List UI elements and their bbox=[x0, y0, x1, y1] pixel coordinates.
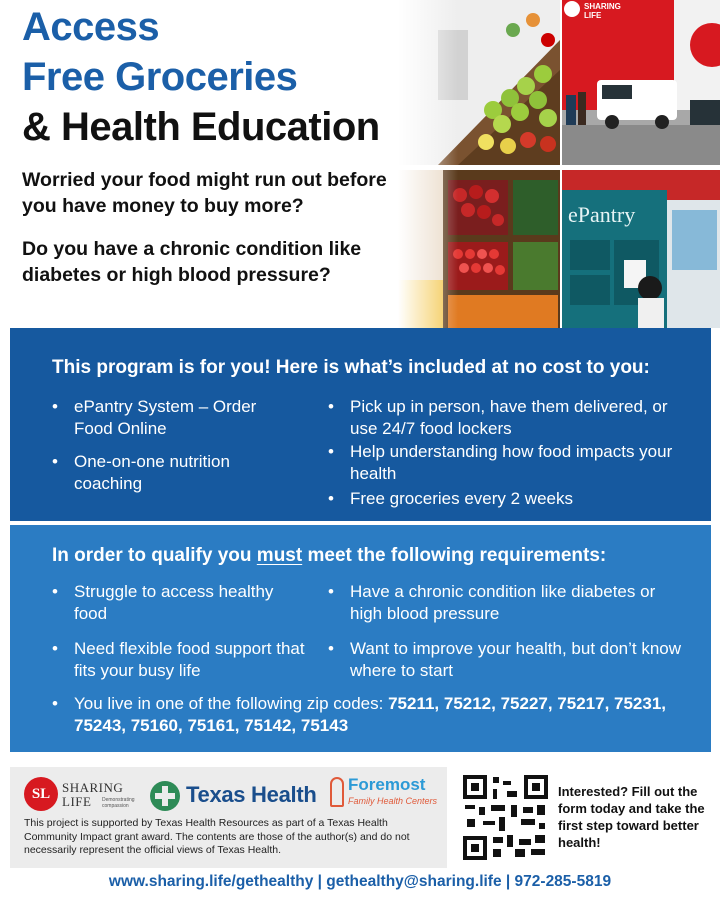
sharing-life-heart-icon: SL bbox=[24, 777, 58, 811]
texas-health-logo bbox=[150, 781, 320, 811]
included-heading: This program is for you! Here is what’s included at no cost to you: bbox=[52, 357, 650, 378]
sharing-life-building-photo bbox=[562, 0, 720, 165]
page-title bbox=[22, 2, 380, 152]
requirements-heading-pre: In order to qualify you bbox=[52, 545, 257, 566]
texas-health-cross-icon bbox=[150, 781, 180, 811]
qr-code[interactable] bbox=[463, 775, 548, 860]
pantry-sign-text: ePantry bbox=[568, 202, 636, 227]
epantry-locker-photo bbox=[562, 170, 720, 328]
included-item-food-impact: • Help understanding how food impacts your health bbox=[328, 441, 688, 485]
qr-eye-top-left bbox=[463, 775, 487, 799]
requirements-heading-post: meet the following requirements: bbox=[302, 545, 607, 566]
foremost-logo-name: Foremost bbox=[348, 775, 426, 794]
texas-health-logo-text: Texas Health bbox=[186, 782, 317, 807]
title-line-free-groceries: Free Groceries bbox=[22, 55, 298, 99]
foremost-logo bbox=[330, 773, 442, 813]
sharing-life-logo-text: SHARING LIFE bbox=[62, 780, 124, 809]
grant-disclaimer: This project is supported by Texas Health Resources as part of a Texas Health Community Impact grant award. The contents are those of the author(s) and do not necessarily represent the official views of Texas Health. bbox=[24, 817, 410, 856]
requirements-panel bbox=[10, 525, 711, 752]
qr-eye-bottom-left bbox=[463, 836, 487, 860]
title-line-access: Access bbox=[22, 5, 160, 49]
building-sign-text: SHARING LIFE bbox=[584, 2, 621, 20]
qr-eye-top-right bbox=[524, 775, 548, 799]
photo-collage bbox=[398, 0, 720, 328]
sharing-life-tagline: Demonstrating compassion bbox=[102, 797, 135, 809]
title-line-health-education: & Health Education bbox=[22, 105, 380, 149]
hero-section bbox=[0, 0, 720, 328]
requirement-chronic-condition: • Have a chronic condition like diabetes or high blood pressure bbox=[328, 581, 688, 625]
stethoscope-icon bbox=[330, 777, 344, 807]
included-panel bbox=[10, 328, 711, 521]
included-item-pickup-delivery: • Pick up in person, have them delivered, or use 24/7 food lockers bbox=[328, 396, 688, 440]
included-item-epantry: • ePantry System – Order Food Online bbox=[52, 396, 292, 440]
requirement-flexible-support: • Need flexible food support that fits your busy life bbox=[52, 638, 312, 682]
requirement-improve-health: • Want to improve your health, but don’t know where to start bbox=[328, 638, 688, 682]
photo-fade-overlay bbox=[398, 0, 458, 328]
requirement-access-healthy-food: • Struggle to access healthy food bbox=[52, 581, 292, 625]
call-to-action-text: Interested? Fill out the form today and take the first step toward better health! bbox=[558, 784, 705, 850]
zip-code-list: 75211, 75212, 75227, 75217, 75231, 75243, 75160, 75161, 75142, 75143 bbox=[74, 694, 667, 735]
included-item-free-groceries: • Free groceries every 2 weeks bbox=[328, 488, 688, 510]
zip-intro: You live in one of the following zip codes: bbox=[74, 694, 389, 713]
requirements-heading-must: must bbox=[256, 545, 303, 566]
question-food-run-out: Worried your food might run out before you have money to buy more? bbox=[22, 169, 387, 217]
sharing-life-logo bbox=[24, 777, 134, 813]
question-chronic-condition: Do you have a chronic condition like diabetes or high blood pressure? bbox=[22, 238, 362, 286]
contact-info-line[interactable]: www.sharing.life/gethealthy | gethealthy@sharing.life | 972-285-5819 bbox=[108, 873, 612, 890]
foremost-logo-sub: Family Health Centers bbox=[348, 796, 438, 806]
partner-logos-box bbox=[10, 767, 447, 868]
requirements-heading bbox=[52, 545, 606, 567]
included-item-nutrition-coaching: • One-on-one nutrition coaching bbox=[52, 451, 292, 495]
requirement-zip-codes bbox=[52, 693, 692, 737]
